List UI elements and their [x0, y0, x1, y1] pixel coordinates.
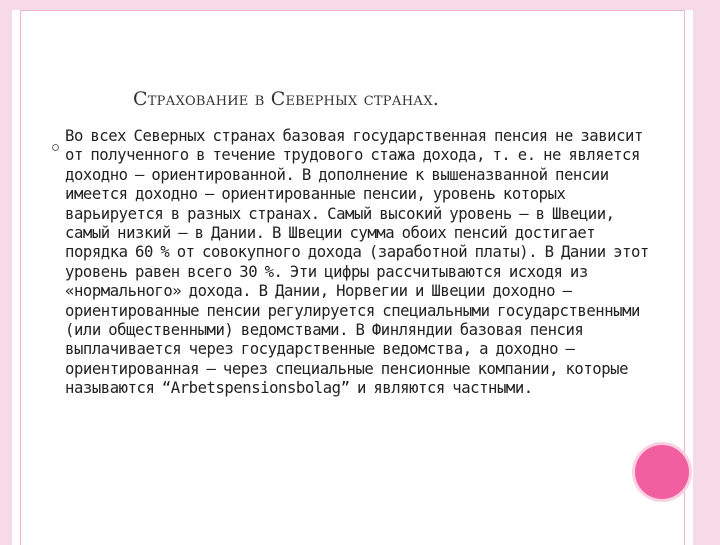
hollow-circle-bullet-icon — [52, 144, 59, 151]
pink-circle-icon — [635, 445, 689, 499]
frame-top-line — [20, 10, 685, 11]
slide — [12, 10, 693, 545]
frame-left-line — [20, 10, 21, 545]
slide-title: Страхование в Северных странах. — [133, 88, 440, 110]
body-paragraph: Во всех Северных странах базовая государственная пенсия не зависит от полученного в течение трудового стажа дохода, т. е. не является доходно – ориентированной. В дополнение к вышеназванной пенсии имеется доходно – ориентированные пенсии, уровень которых варьируется в разных странах. Самый высокий уровень – в Швеции, самый низкий – в Дании. В Швеции сумма обоих пенсий достигает порядка 60 % от совокупного дохода (заработной платы). В Дании этот уровень равен всего 30 %. Эти цифры рассчитываются исходя из «нормального» дохода. В Дании, Норвегии и Швеции доходно – ориентированные пенсии регулируется специальными государственными (или общественными) ведомствами. В Финляндии базовая пенсия выплачивается через государственные ведомства, а доходно – ориентированная – через специальные пенсионные компании, которые называются “Arbetspensionsbolag” и являются частными. — [65, 127, 649, 398]
